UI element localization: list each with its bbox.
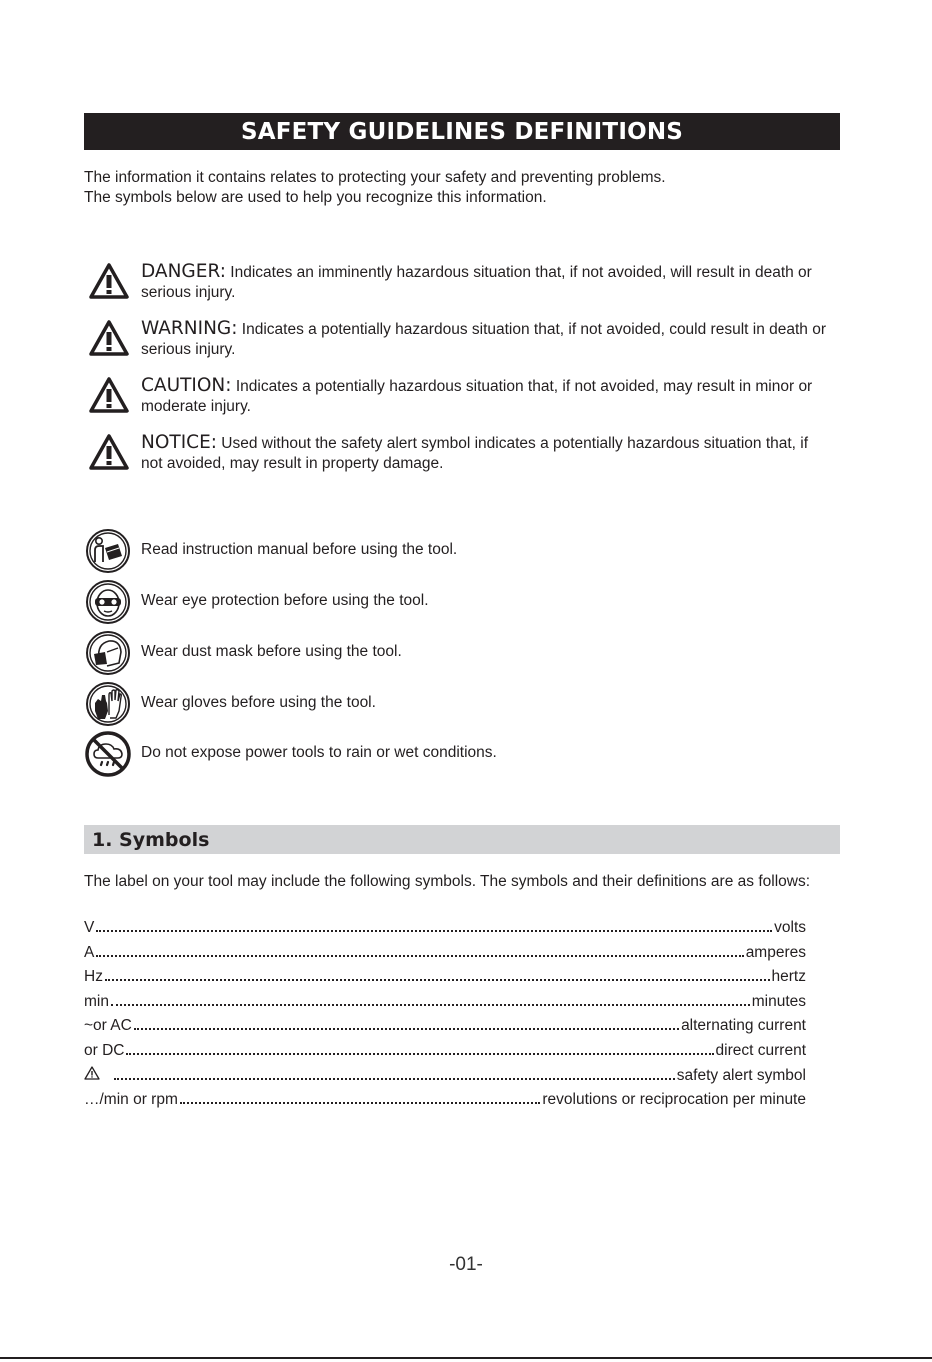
dot-leader [96,955,743,957]
symbol-row [84,1042,806,1067]
alert-label: CAUTION: [141,375,232,396]
alert-label: NOTICE: [141,432,217,453]
dot-leader [114,1078,675,1080]
symbols-intro: The label on your tool may include the following symbols. The symbols and their definitions are as follows: [84,873,811,890]
eye-protection-icon [85,579,131,625]
symbol-term: or DC [84,1041,125,1059]
page-title-text: SAFETY GUIDELINES DEFINITIONS [240,118,684,145]
symbol-meaning: direct current [715,1041,806,1059]
warning-triangle-icon [88,319,130,357]
symbol-row [84,919,806,944]
ppe-item-dust-mask [85,630,785,676]
intro-line: The symbols below are used to help you recognize this information. [84,189,547,206]
dot-leader [126,1053,713,1055]
ppe-item-read-manual [85,528,785,574]
warning-triangle-icon [88,262,130,300]
alert-label: WARNING: [141,318,238,339]
gloves-icon [85,681,131,727]
bottom-rule [0,1357,932,1359]
warning-triangle-icon [88,433,130,471]
symbol-term: A [84,943,95,961]
dot-leader [180,1102,540,1104]
symbol-row [84,1017,806,1042]
symbol-meaning: amperes [745,943,806,961]
ppe-item-gloves [85,681,785,727]
symbol-row [84,1091,806,1116]
ppe-text: Wear gloves before using the tool. [141,694,376,711]
dot-leader [134,1028,679,1030]
symbol-term: V [84,919,95,936]
symbol-term: …/min or rpm [84,1090,178,1108]
ppe-text: Wear eye protection before using the tool. [141,592,429,609]
ppe-text: Wear dust mask before using the tool. [141,643,402,660]
warning-alert [88,319,828,371]
ppe-text: Do not expose power tools to rain or wet conditions. [141,744,497,761]
notice-alert [88,433,828,485]
safety-alert-triangle-icon [84,1066,100,1080]
dot-leader [111,1004,750,1006]
symbol-term: min [84,992,109,1010]
alert-label: DANGER: [141,261,226,282]
symbol-term: ~or AC [84,1017,132,1034]
symbol-row [84,944,806,969]
no-rain-icon [85,731,131,777]
dot-leader [96,930,772,932]
page-title [84,113,840,150]
section-heading-symbols [84,825,840,854]
page-number: -01- [449,1254,483,1275]
ppe-item-eye-protection [85,579,785,625]
dot-leader [105,979,770,981]
symbol-row [84,1066,806,1091]
dust-mask-icon [85,630,131,676]
symbols-list [84,919,806,1115]
symbol-meaning: revolutions or reciprocation per minute [542,1090,806,1108]
intro-line: The information it contains relates to protecting your safety and preventing problems. [84,169,666,186]
symbol-term: Hz [84,968,103,985]
ppe-text: Read instruction manual before using the tool. [141,541,458,558]
intro-text [84,168,844,208]
alert-text: Indicates a potentially hazardous situation that, if not avoided, could result in death or serious injury. [141,321,827,358]
symbol-meaning: minutes [751,992,806,1010]
read-manual-icon [85,528,131,574]
warning-triangle-icon [88,376,130,414]
symbol-meaning: volts [774,919,806,936]
symbol-row [84,968,806,993]
symbol-row [84,993,806,1018]
alert-text: Indicates an imminently hazardous situation that, if not avoided, will result in death or serious injury. [141,264,812,301]
symbol-meaning: hertz [771,968,806,985]
caution-alert [88,376,828,428]
danger-alert [88,262,828,314]
ppe-item-no-rain [85,731,785,777]
section-heading-text: 1. Symbols [92,828,210,851]
alert-text: Used without the safety alert symbol indicates a potentially hazardous situation that, if not avoided, may result in property damage. [141,435,809,472]
symbol-meaning: alternating current [681,1017,806,1034]
symbol-meaning: safety alert symbol [676,1067,806,1084]
alert-text: Indicates a potentially hazardous situation that, if not avoided, may result in minor or moderate injury. [141,378,813,415]
